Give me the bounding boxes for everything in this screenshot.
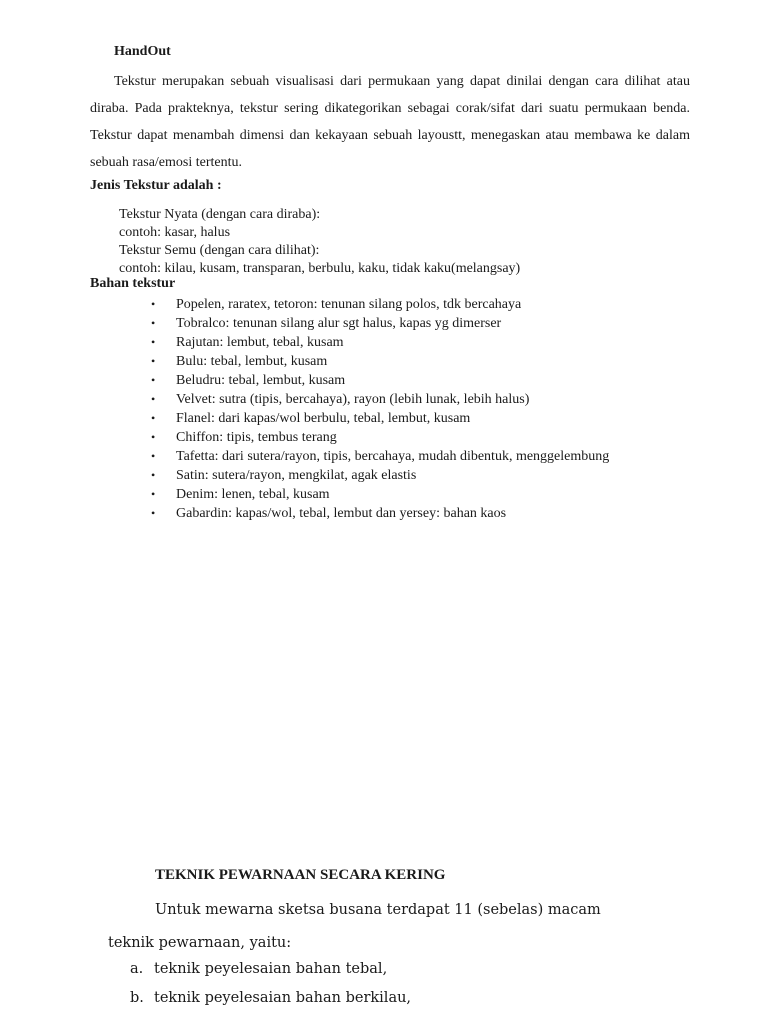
list-item [151, 428, 609, 447]
list-item-text: Tafetta: dari sutera/rayon, tipis, bercahaya, mudah dibentuk, menggelembung [176, 449, 610, 464]
list-item [151, 409, 609, 428]
bullet-icon: • [151, 373, 156, 387]
bullet-icon: • [151, 449, 156, 463]
list-item [151, 504, 609, 523]
teknik-pewarnaan-heading: TEKNIK PEWARNAAN SECARA KERING [155, 867, 446, 883]
jenis-line: contoh: kasar, halus [119, 225, 231, 240]
list-item-text: Tobralco: tenunan silang alur sgt halus, kapas yg dimerser [176, 316, 502, 331]
list-item-text: teknik peyelesaian bahan berkilau, [154, 990, 412, 1006]
list-marker: b. [130, 990, 144, 1006]
bullet-icon: • [151, 506, 156, 520]
bullet-icon: • [151, 335, 156, 349]
list-item-text: Velvet: sutra (tipis, bercahaya), rayon (lebih lunak, lebih halus) [176, 392, 530, 407]
list-item [151, 371, 609, 390]
list-marker: a. [130, 961, 144, 977]
jenis-line: Tekstur Semu (dengan cara dilihat): [119, 243, 320, 258]
list-item-text: Satin: sutera/rayon, mengkilat, agak elastis [176, 468, 417, 483]
bullet-icon: • [151, 354, 156, 368]
list-item [151, 447, 610, 466]
list-item-text: Bulu: tebal, lembut, kusam [176, 354, 328, 369]
list-item [130, 984, 411, 1013]
list-item-text: Popelen, raratex, tetoron: tenunan silang polos, tdk bercahaya [176, 297, 522, 312]
list-item-text: Chiffon: tipis, tembus terang [176, 430, 337, 445]
list-item [151, 314, 609, 333]
list-item-text: Flanel: dari kapas/wol berbulu, tebal, lembut, kusam [176, 411, 471, 426]
bullet-icon: • [151, 297, 156, 311]
list-item-text: Beludru: tebal, lembut, kusam [176, 373, 346, 388]
bullet-icon: • [151, 487, 156, 501]
bahan-tekstur-heading: Bahan tekstur [90, 276, 176, 291]
intro-paragraph: Tekstur merupakan sebuah visualisasi dari permukaan yang dapat dinilai dengan cara dilihat atau diraba. Pada prakteknya, tekstur sering dikategorikan sebagai corak/sifat dari suatu permukaan benda. Tekstur dapat menambah dimensi dan kekayaan sebuah layoustt, menegaskan atau membawa ke dalam sebuah rasa/emosi tertentu. [90, 74, 690, 170]
list-item-text: Gabardin: kapas/wol, tebal, lembut dan yersey: bahan kaos [176, 506, 507, 521]
bullet-icon: • [151, 468, 156, 482]
list-item-text: Denim: lenen, tebal, kusam [176, 487, 330, 502]
list-item [151, 352, 609, 371]
jenis-tekstur-heading: Jenis Tekstur adalah : [90, 178, 222, 193]
list-item-text: Rajutan: lembut, tebal, kusam [176, 335, 344, 350]
list-item [151, 333, 609, 352]
list-item [151, 485, 609, 504]
list-item [151, 466, 609, 485]
teknik-intro-paragraph: Untuk mewarna sketsa busana terdapat 11 (sebelas) macam teknik pewarnaan, yaitu: [108, 902, 601, 951]
bullet-icon: • [151, 316, 156, 330]
list-item [151, 390, 609, 409]
list-item [151, 295, 609, 314]
jenis-tekstur-list [119, 206, 520, 278]
jenis-line: Tekstur Nyata (dengan cara diraba): [119, 207, 321, 222]
bahan-tekstur-list [151, 295, 610, 523]
jenis-line: contoh: kilau, kusam, transparan, berbulu, kaku, tidak kaku(melangsay) [119, 261, 521, 276]
teknik-list [130, 955, 411, 1013]
bullet-icon: • [151, 411, 156, 425]
list-item-text: teknik peyelesaian bahan tebal, [154, 961, 388, 977]
handout-title: HandOut [114, 44, 171, 59]
bullet-icon: • [151, 392, 156, 406]
list-item [130, 955, 411, 984]
bullet-icon: • [151, 430, 156, 444]
